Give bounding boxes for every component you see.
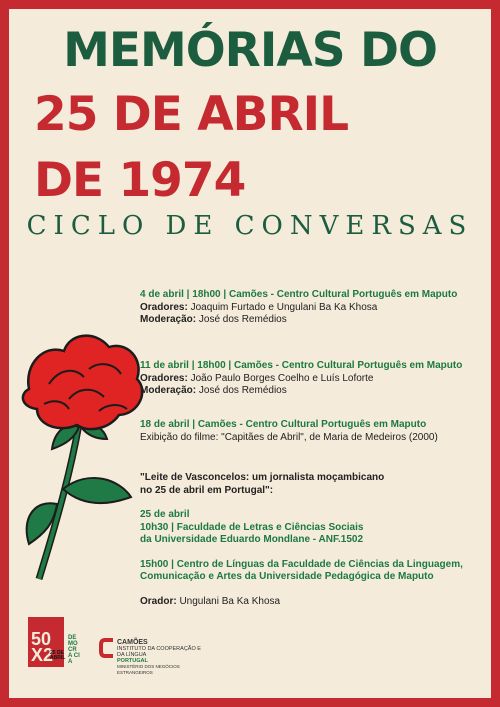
moderation-value: José dos Remédios — [198, 314, 287, 325]
speakers-label: Oradores: — [140, 372, 188, 384]
event-2-moderation — [140, 385, 485, 398]
moderation-value: José dos Remédios — [198, 385, 287, 396]
event-4-speaker — [140, 596, 485, 609]
book-title-line-2: no 25 de abril em Portugal": — [140, 484, 274, 496]
speaker-value: Ungulani Ba Ka Khosa — [179, 595, 281, 607]
logo-democracia: DE MO CRA CIA — [68, 635, 80, 665]
event-3 — [140, 419, 485, 444]
moderation-label: Moderação: — [140, 385, 197, 396]
event-3-header: 18 de abril | Camões - Centro Cultural Português em Maputo — [140, 419, 427, 430]
title-line-2: 25 DE ABRIL — [34, 87, 349, 142]
camoes-logo — [99, 637, 201, 675]
logo-50: 50 — [31, 629, 52, 649]
session-2-line-1: 15h00 | Centro de Línguas da Faculdade de Ciências da Linguagem, — [140, 558, 463, 570]
fifty-years-democracy-logo — [28, 617, 80, 667]
session-1-line-1: 10h30 | Faculdade de Letras e Ciências Sociais — [140, 521, 364, 533]
camoes-line-1: INSTITUTO DA COOPERAÇÃO E DA LÍNGUA — [117, 646, 201, 658]
speaker-label: Orador: — [140, 595, 177, 607]
event-2 — [140, 360, 485, 398]
camoes-line-2: PORTUGAL — [117, 658, 148, 664]
camoes-name: CAMÕES — [117, 639, 148, 646]
title-line-1: MEMÓRIAS DO — [63, 23, 437, 78]
poster — [9, 9, 491, 698]
logo-x2: X2 — [31, 645, 54, 665]
title-line-3: DE 1974 — [34, 153, 246, 208]
event-3-line: Exibição do filme: "Capitães de Abril", de Maria de Medeiros (2000) — [140, 431, 438, 443]
subtitle: CICLO DE CONVERSAS — [26, 211, 474, 241]
logo-25-abril: 25 DE ABRIL — [50, 650, 66, 661]
book-title-line-1: "Leite de Vasconcelos: um jornalista moçambicano — [140, 472, 385, 483]
event-4-date: 25 de abril — [140, 509, 190, 520]
event-1-header: 4 de abril | 18h00 | Camões - Centro Cultural Português em Maputo — [140, 289, 458, 300]
event-1-moderation — [140, 314, 485, 327]
speakers-value: Joaquim Furtado e Ungulani Ba Ka Khosa — [190, 301, 378, 313]
event-1-speakers — [140, 302, 485, 315]
camoes-c-icon — [99, 637, 115, 659]
event-2-header: 11 de abril | 18h00 | Camões - Centro Cultural Português em Maputo — [140, 360, 463, 371]
event-2-speakers — [140, 373, 485, 386]
carnation-illustration — [9, 329, 149, 589]
event-1 — [140, 289, 485, 327]
speakers-value: João Paulo Borges Coelho e Luís Loforte — [190, 372, 374, 384]
event-4 — [140, 472, 485, 608]
moderation-label: Moderação: — [140, 314, 197, 325]
session-2-line-2: Comunicação e Artes da Universidade Pedagógica de Maputo — [140, 571, 434, 582]
session-1-line-2: da Universidade Eduardo Mondlane - ANF.1502 — [140, 534, 364, 545]
speakers-label: Oradores: — [140, 301, 188, 313]
camoes-text — [117, 639, 207, 676]
camoes-line-3: MINISTÉRIO DOS NEGÓCIOS ESTRANGEIROS — [117, 664, 180, 675]
